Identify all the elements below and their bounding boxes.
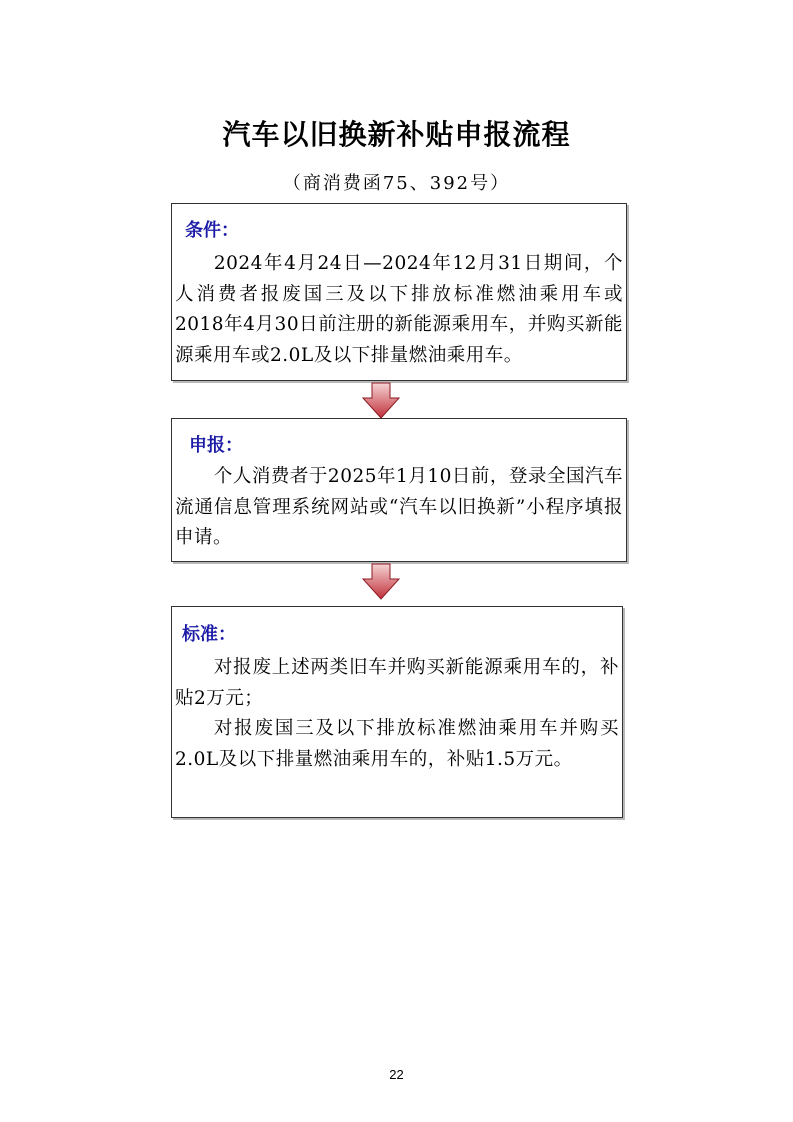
standard-box: [171, 606, 623, 818]
page-number: 22: [389, 1067, 404, 1082]
condition-heading: 条件：: [185, 220, 239, 241]
application-paragraph: 个人消费者于2025年1月10日前，登录全国汽车流通信息管理系统网站或“汽车以旧换新”小程序填报申请。: [175, 466, 623, 548]
application-body: [175, 462, 623, 554]
condition-body: [175, 249, 623, 371]
application-box: [171, 418, 627, 562]
standard-paragraph-2: 对报废国三及以下排放标准燃油乘用车并购买2.0L及以下排量燃油乘用车的，补贴1.5万元。: [175, 718, 619, 770]
condition-box: [171, 203, 627, 381]
standard-paragraph-1: 对报废上述两类旧车并购买新能源乘用车的，补贴2万元；: [175, 657, 619, 709]
standard-body: [175, 653, 619, 775]
standard-heading: 标准：: [182, 624, 236, 645]
document-title: 汽车以旧换新补贴申报流程: [222, 118, 571, 151]
down-arrow-icon: [361, 382, 401, 420]
condition-paragraph: 2024年4月24日—2024年12月31日期间，个人消费者报废国三及以下排放标准燃油乘用车或2018年4月30日前注册的新能源乘用车，并购买新能源乘用车或2.0L及以下排量燃油乘用车。: [175, 253, 623, 366]
document-subtitle: （商消费函75、392号）: [282, 173, 511, 194]
application-heading: 申报：: [189, 435, 243, 456]
down-arrow-icon: [361, 563, 401, 601]
